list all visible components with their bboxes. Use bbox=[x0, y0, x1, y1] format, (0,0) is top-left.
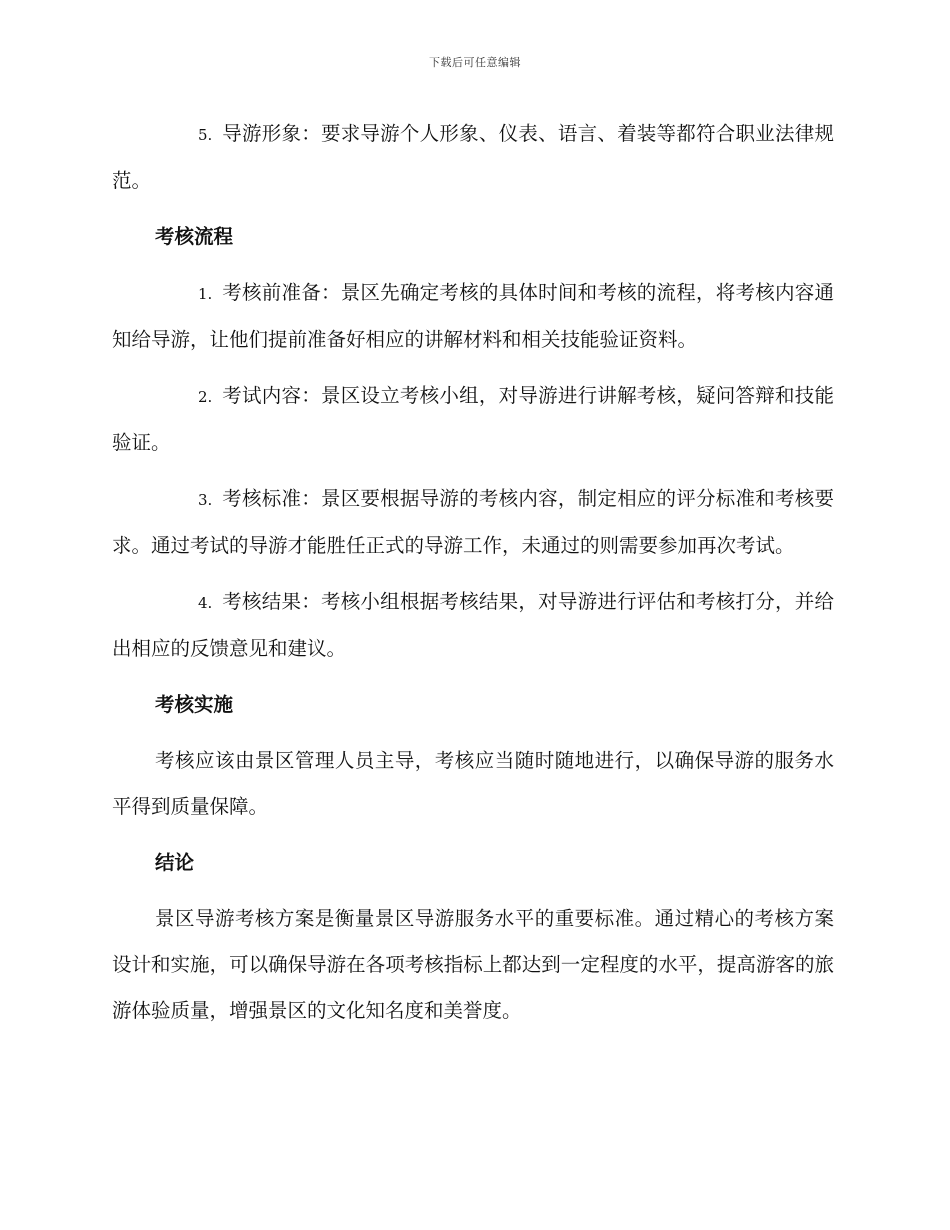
list-item-text: 考试内容：景区设立考核小组，对导游进行讲解考核，疑问答辩和技能验证。 bbox=[112, 384, 834, 454]
list-item-4 bbox=[112, 579, 834, 672]
page-header: 下载后可任意编辑 bbox=[429, 56, 521, 69]
list-item-2 bbox=[112, 373, 834, 466]
list-item-text: 考核标准：景区要根据导游的考核内容，制定相应的评分标准和考核要求。通过考试的导游才能胜任正式的导游工作，未通过的则需要参加再次考试。 bbox=[112, 487, 834, 557]
list-number: 4. bbox=[198, 594, 213, 612]
section-heading-process: 考核流程 bbox=[155, 225, 234, 248]
list-item-1 bbox=[112, 270, 834, 363]
list-item-text: 导游形象：要求导游个人形象、仪表、语言、着装等都符合职业法律规范。 bbox=[112, 122, 834, 192]
list-item-text: 考核结果：考核小组根据考核结果，对导游进行评估和考核打分，并给出相应的反馈意见和建议。 bbox=[112, 590, 834, 660]
list-number: 5. bbox=[198, 126, 213, 144]
list-item-5 bbox=[112, 111, 834, 204]
list-number: 1. bbox=[198, 285, 213, 303]
document-body bbox=[112, 111, 834, 1044]
implementation-paragraph: 考核应该由景区管理人员主导，考核应当随时随地进行，以确保导游的服务水平得到质量保障。 bbox=[112, 749, 834, 818]
section-heading-implementation: 考核实施 bbox=[155, 693, 234, 716]
conclusion-paragraph: 景区导游考核方案是衡量景区导游服务水平的重要标准。通过精心的考核方案设计和实施，可以确保导游在各项考核指标上都达到一定程度的水平，提高游客的旅游体验质量，增强景区的文化知名度和美誉度。 bbox=[112, 907, 834, 1022]
list-item-text: 考核前准备：景区先确定考核的具体时间和考核的流程，将考核内容通知给导游，让他们提前准备好相应的讲解材料和相关技能验证资料。 bbox=[112, 281, 834, 351]
section-heading-conclusion: 结论 bbox=[155, 851, 195, 874]
list-number: 3. bbox=[198, 491, 213, 509]
list-number: 2. bbox=[198, 388, 213, 406]
list-item-3 bbox=[112, 476, 834, 569]
